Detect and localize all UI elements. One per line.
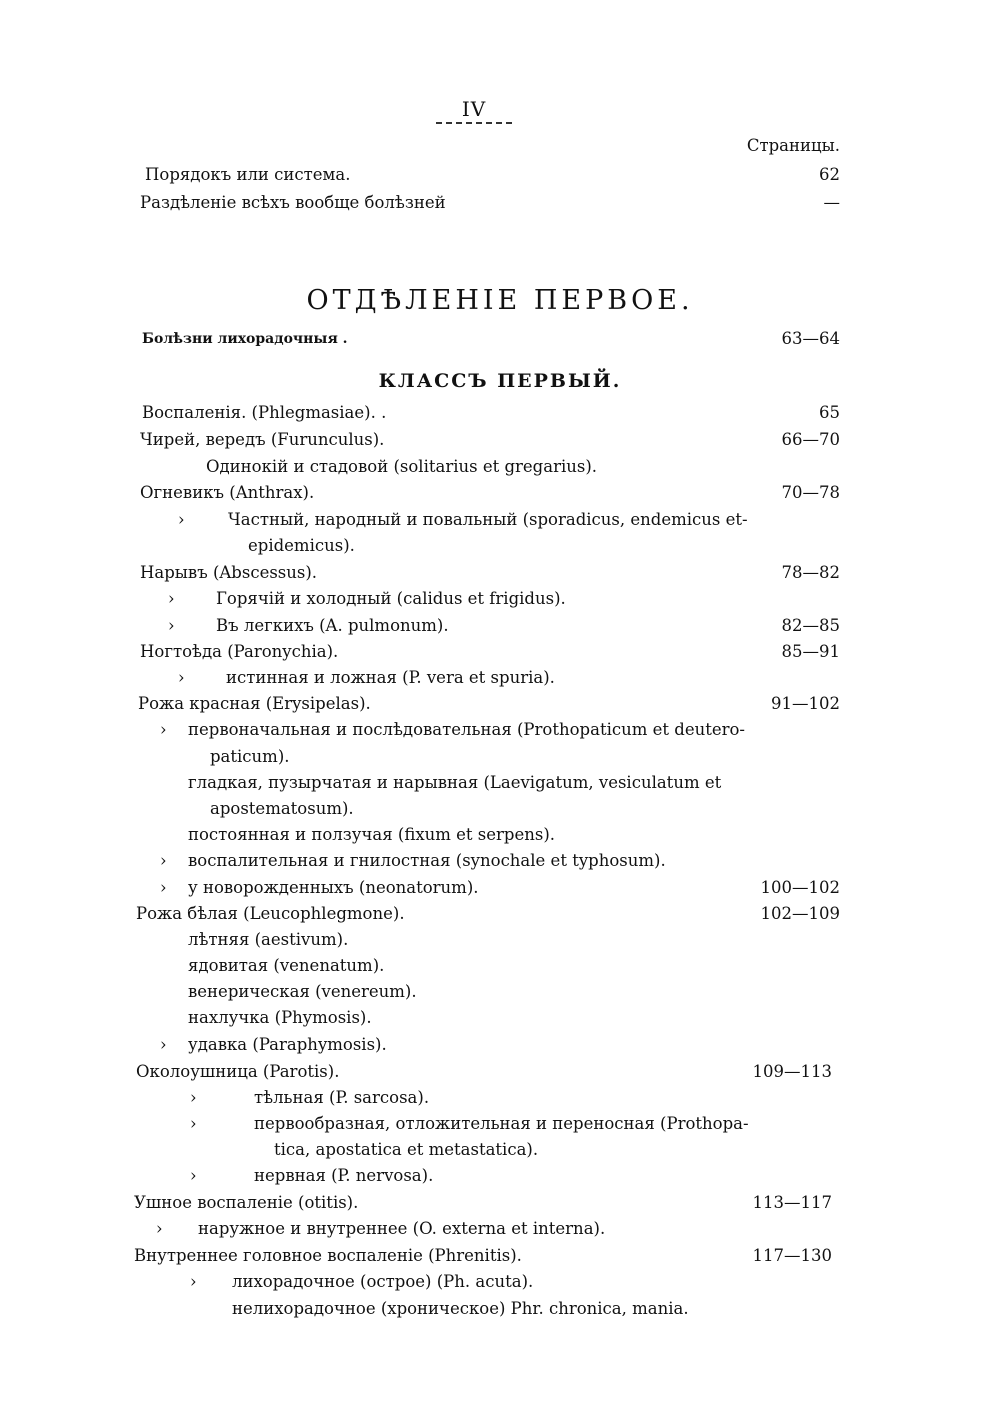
- toc-row: [0, 1059, 1000, 1085]
- toc-entry-pages: 62: [819, 165, 840, 184]
- toc-entry-text: наружное и внутреннее (O. externa et interna).: [198, 1219, 606, 1238]
- toc-entry-pages: 65: [819, 403, 840, 422]
- toc-entry-text: первоначальная и послѣдовательная (Prothopaticum et deutero-: [188, 720, 745, 739]
- ditto-mark: ›: [168, 589, 175, 608]
- toc-row: [0, 400, 1000, 426]
- toc-row: [0, 744, 1000, 770]
- toc-entry-pages: 102—109: [760, 904, 840, 923]
- toc-entry-text: первообразная, отложительная и переносная (Prothopa-: [254, 1114, 749, 1133]
- toc-row: [0, 162, 1000, 188]
- toc-entry-text: tica, apostatica et metastatica).: [274, 1140, 539, 1159]
- toc-row: [0, 480, 1000, 506]
- toc-entry-text: Раздѣленіе всѣхъ вообще болѣзней: [140, 193, 446, 212]
- toc-row: [0, 953, 1000, 979]
- toc-row: [0, 1296, 1000, 1322]
- toc-row: [0, 586, 1000, 612]
- toc-row: [0, 326, 1000, 352]
- ditto-mark: ›: [160, 1035, 167, 1054]
- ditto-mark: ›: [160, 720, 167, 739]
- toc-row: [0, 1085, 1000, 1111]
- toc-entry-pages: 82—85: [781, 616, 840, 635]
- toc-entry-text: Рожа красная (Erysipelas).: [138, 694, 371, 713]
- toc-row: [0, 427, 1000, 453]
- toc-row: [0, 1269, 1000, 1295]
- ditto-mark: ›: [160, 878, 167, 897]
- toc-row: [0, 1111, 1000, 1137]
- toc-row: [0, 1032, 1000, 1058]
- toc-entry-text: у новорожденныхъ (neonatorum).: [188, 878, 479, 897]
- toc-entry-text: гладкая, пузырчатая и нарывная (Laevigatum, vesiculatum et: [188, 773, 722, 792]
- class-title: КЛАССЪ ПЕРВЫЙ.: [378, 370, 622, 392]
- section-subtitle: Болѣзни лихорадочныя .: [142, 331, 348, 347]
- toc-row: [0, 507, 1000, 533]
- ditto-mark: ›: [156, 1219, 163, 1238]
- toc-entry-text: epidemicus).: [248, 536, 355, 555]
- toc-entry-text: Внутреннее головное воспаленіе (Phrenitis).: [134, 1246, 522, 1265]
- toc-entry-text: воспалительная и гнилостная (synochale et typhosum).: [188, 851, 666, 870]
- toc-entry-pages: 70—78: [781, 483, 840, 502]
- toc-entry-pages: 113—117: [752, 1193, 832, 1212]
- toc-row: [0, 691, 1000, 717]
- toc-row: [0, 927, 1000, 953]
- toc-entry-text: Околоушница (Parotis).: [136, 1062, 340, 1081]
- toc-row: [0, 613, 1000, 639]
- toc-row: [0, 875, 1000, 901]
- ditto-mark: ›: [190, 1166, 197, 1185]
- ditto-mark: ›: [168, 616, 175, 635]
- toc-entry-pages: —: [823, 193, 840, 212]
- toc-entry-text: Ушное воспаленіе (otitis).: [134, 1193, 359, 1212]
- toc-row: [0, 190, 1000, 216]
- pages-column-label: Страницы.: [746, 136, 840, 155]
- toc-entry-text: лѣтняя (aestivum).: [188, 930, 349, 949]
- toc-entry-pages: 117—130: [752, 1246, 832, 1265]
- toc-row: [0, 1163, 1000, 1189]
- toc-row: [0, 848, 1000, 874]
- ditto-mark: ›: [190, 1114, 197, 1133]
- toc-row: [0, 639, 1000, 665]
- toc-entry-pages: 91—102: [771, 694, 840, 713]
- pages-column-label-row: [0, 133, 1000, 159]
- toc-entry-text: Рожа бѣлая (Leucophlegmone).: [136, 904, 405, 923]
- toc-row: [0, 1216, 1000, 1242]
- toc-entry-text: Воспаленія. (Phlegmasiae). .: [142, 403, 387, 422]
- ditto-mark: ›: [178, 668, 185, 687]
- toc-row: [0, 770, 1000, 796]
- ditto-mark: ›: [160, 851, 167, 870]
- toc-entry-text: Горячій и холодный (calidus et frigidus).: [216, 589, 566, 608]
- section-subtitle-pages: 63—64: [781, 329, 840, 348]
- toc-row: [0, 1243, 1000, 1269]
- section-title: ОТДѢЛЕНІЕ ПЕРВОЕ.: [306, 285, 694, 316]
- toc-row: [0, 560, 1000, 586]
- toc-entry-text: тѣльная (P. sarcosa).: [254, 1088, 430, 1107]
- toc-row: [0, 717, 1000, 743]
- toc-entry-text: Ногтоѣда (Paronychia).: [140, 642, 339, 661]
- toc-entry-text: удавка (Paraphymosis).: [188, 1035, 387, 1054]
- toc-entry-pages: 85—91: [781, 642, 840, 661]
- toc-entry-text: apostematosum).: [210, 799, 354, 818]
- page-number-rule: [436, 122, 512, 124]
- toc-entry-text: нелихорадочное (хроническое) Phr. chronica, mania.: [232, 1299, 689, 1318]
- page-number: IV: [461, 97, 487, 121]
- ditto-mark: ›: [190, 1088, 197, 1107]
- toc-entry-pages: 78—82: [781, 563, 840, 582]
- toc-row: [0, 665, 1000, 691]
- toc-row: [0, 901, 1000, 927]
- toc-entry-text: лихорадочное (острое) (Ph. acuta).: [232, 1272, 534, 1291]
- toc-row: [0, 822, 1000, 848]
- toc-entry-pages: 109—113: [752, 1062, 832, 1081]
- toc-row: [0, 1137, 1000, 1163]
- toc-entry-text: Въ легкихъ (A. pulmonum).: [216, 616, 449, 635]
- toc-entry-text: paticum).: [210, 747, 290, 766]
- toc-entry-text: ядовитая (venenatum).: [188, 956, 385, 975]
- toc-entry-text: Порядокъ или система.: [145, 165, 351, 184]
- toc-row: [0, 979, 1000, 1005]
- toc-row: [0, 1190, 1000, 1216]
- toc-entry-text: нахлучка (Phymosis).: [188, 1008, 372, 1027]
- toc-row: [0, 796, 1000, 822]
- toc-entry-text: постоянная и ползучая (fixum et serpens).: [188, 825, 556, 844]
- toc-entry-pages: 100—102: [760, 878, 840, 897]
- toc-entry-text: истинная и ложная (P. vera et spuria).: [226, 668, 555, 687]
- toc-entry-text: нервная (P. nervosa).: [254, 1166, 434, 1185]
- toc-row: [0, 1005, 1000, 1031]
- ditto-mark: ›: [190, 1272, 197, 1291]
- toc-entry-pages: 66—70: [781, 430, 840, 449]
- toc-row: [0, 533, 1000, 559]
- toc-entry-text: венерическая (venereum).: [188, 982, 417, 1001]
- toc-entry-text: Одинокій и стадовой (solitarius et gregarius).: [206, 457, 598, 476]
- ditto-mark: ›: [178, 510, 185, 529]
- toc-entry-text: Частный, народный и повальный (sporadicus, endemicus et-: [228, 510, 748, 529]
- toc-entry-text: Огневикъ (Anthrax).: [140, 483, 315, 502]
- toc-row: [0, 454, 1000, 480]
- toc-entry-text: Чирей, вередъ (Furunculus).: [140, 430, 385, 449]
- toc-entry-text: Нарывъ (Abscessus).: [140, 563, 318, 582]
